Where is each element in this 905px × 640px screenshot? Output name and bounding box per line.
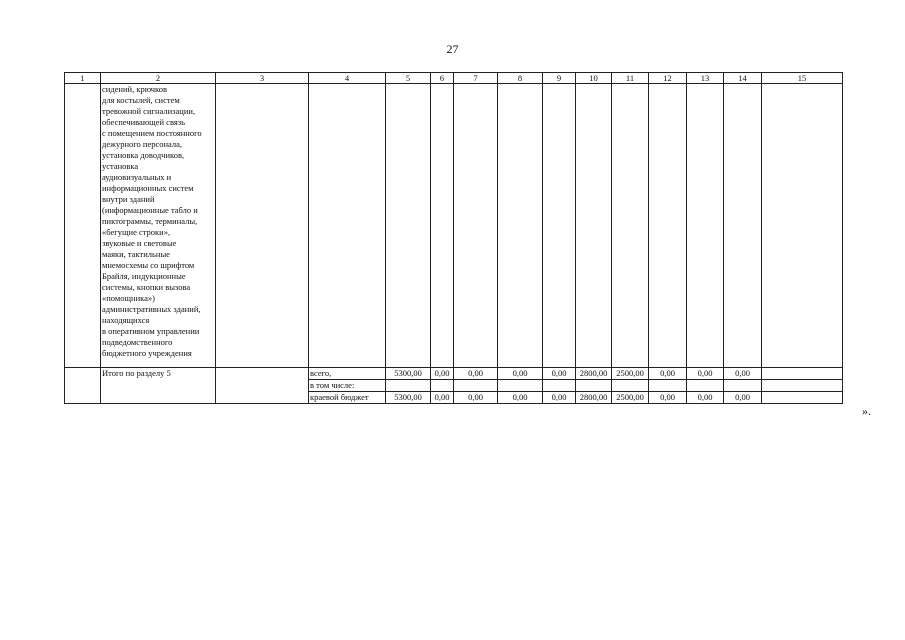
column-header-14: 14 [724,73,762,84]
description-line: (информационные табло и [102,205,198,215]
description-line: установка доводчиков, [102,150,185,160]
amount-col-14 [724,380,762,392]
column-header-7: 7 [454,73,498,84]
column-header-3: 3 [216,73,309,84]
description-line: информационных систем [102,183,194,193]
description-row [65,84,843,368]
description-line: административных зданий, [102,304,201,314]
amount-col-10: 2800,00 [576,392,612,404]
description-line: обеспечивающей связь [102,117,185,127]
description-line: «помощника») [102,293,156,303]
amount-col-13: 0,00 [687,392,724,404]
amount-col-6: 0,00 [431,392,454,404]
total-col-1 [65,368,101,404]
description-line: маяки, тактильные [102,249,170,259]
description-line: системы, кнопки вызова [102,282,191,292]
column-header-5: 5 [386,73,431,84]
amount-col-7 [454,380,498,392]
description-line: бюджетного учреждения [102,348,192,358]
description-line: мнемосхемы со шрифтом [102,260,195,270]
column-header-9: 9 [543,73,576,84]
description-line: установка [102,161,139,171]
description-line: дежурного персонала, [102,139,183,149]
page-number: 27 [446,42,459,56]
cell-col-3 [216,84,309,368]
column-header-11: 11 [612,73,649,84]
cell-col-1 [65,84,101,368]
description-line: Брайля, индукционные [102,271,186,281]
description-line: внутри зданий [102,194,155,204]
total-col-3 [216,368,309,404]
amount-col-5 [386,380,431,392]
funding-source: всего, [309,368,386,380]
amount-col-12 [649,380,687,392]
description-line: аудиовизуальных и [102,172,172,182]
amount-col-11: 2500,00 [612,392,649,404]
amount-col-9: 0,00 [543,392,576,404]
column-header-15: 15 [762,73,843,84]
amount-col-10: 2800,00 [576,368,612,380]
amount-col-8 [498,380,543,392]
program-table [64,72,843,404]
description-line: с помещением постоянного [102,128,202,138]
amount-col-14: 0,00 [724,392,762,404]
amount-col-7: 0,00 [454,392,498,404]
amount-col-8: 0,00 [498,368,543,380]
amount-col-11: 2500,00 [612,368,649,380]
amount-col-8: 0,00 [498,392,543,404]
amount-col-14: 0,00 [724,368,762,380]
column-header-4: 4 [309,73,386,84]
column-header-12: 12 [649,73,687,84]
description-line: звуковые и световые [102,238,177,248]
column-header-8: 8 [498,73,543,84]
column-header-10: 10 [576,73,612,84]
amount-col-12: 0,00 [649,368,687,380]
total-label: Итого по разделу 5 [101,368,216,404]
amount-col-5: 5300,00 [386,368,431,380]
funding-source: в том числе: [309,380,386,392]
amount-col-13 [687,380,724,392]
amount-col-12: 0,00 [649,392,687,404]
description-line: сидений, крючков [102,84,167,94]
amount-col-11 [612,380,649,392]
amount-col-5: 5300,00 [386,392,431,404]
amount-col-7: 0,00 [454,368,498,380]
closing-quote: ». [862,404,871,418]
description-line: «бегущие строки», [102,227,171,237]
amount-col-6 [431,380,454,392]
description-line: пиктограммы, терминалы, [102,216,198,226]
column-header-2: 2 [101,73,216,84]
description-line: в оперативном управлении [102,326,200,336]
funding-source: краевой бюджет [309,392,386,404]
description-cell [101,84,216,368]
amount-col-13: 0,00 [687,368,724,380]
description-line: подведомственного [102,337,173,347]
cell-col-15 [762,392,843,404]
cell-col-15 [762,380,843,392]
description-line: для костылей, систем [102,95,180,105]
column-header-13: 13 [687,73,724,84]
amount-col-9 [543,380,576,392]
description-line: тревожной сигнализации, [102,106,196,116]
header-row [65,73,843,84]
description-line: находящихся [102,315,150,325]
column-header-6: 6 [431,73,454,84]
amount-col-6: 0,00 [431,368,454,380]
cell-col-4 [309,84,386,368]
cell-col-15 [762,368,843,380]
total-row-all [65,368,843,380]
column-header-1: 1 [65,73,101,84]
amount-col-9: 0,00 [543,368,576,380]
amount-col-10 [576,380,612,392]
